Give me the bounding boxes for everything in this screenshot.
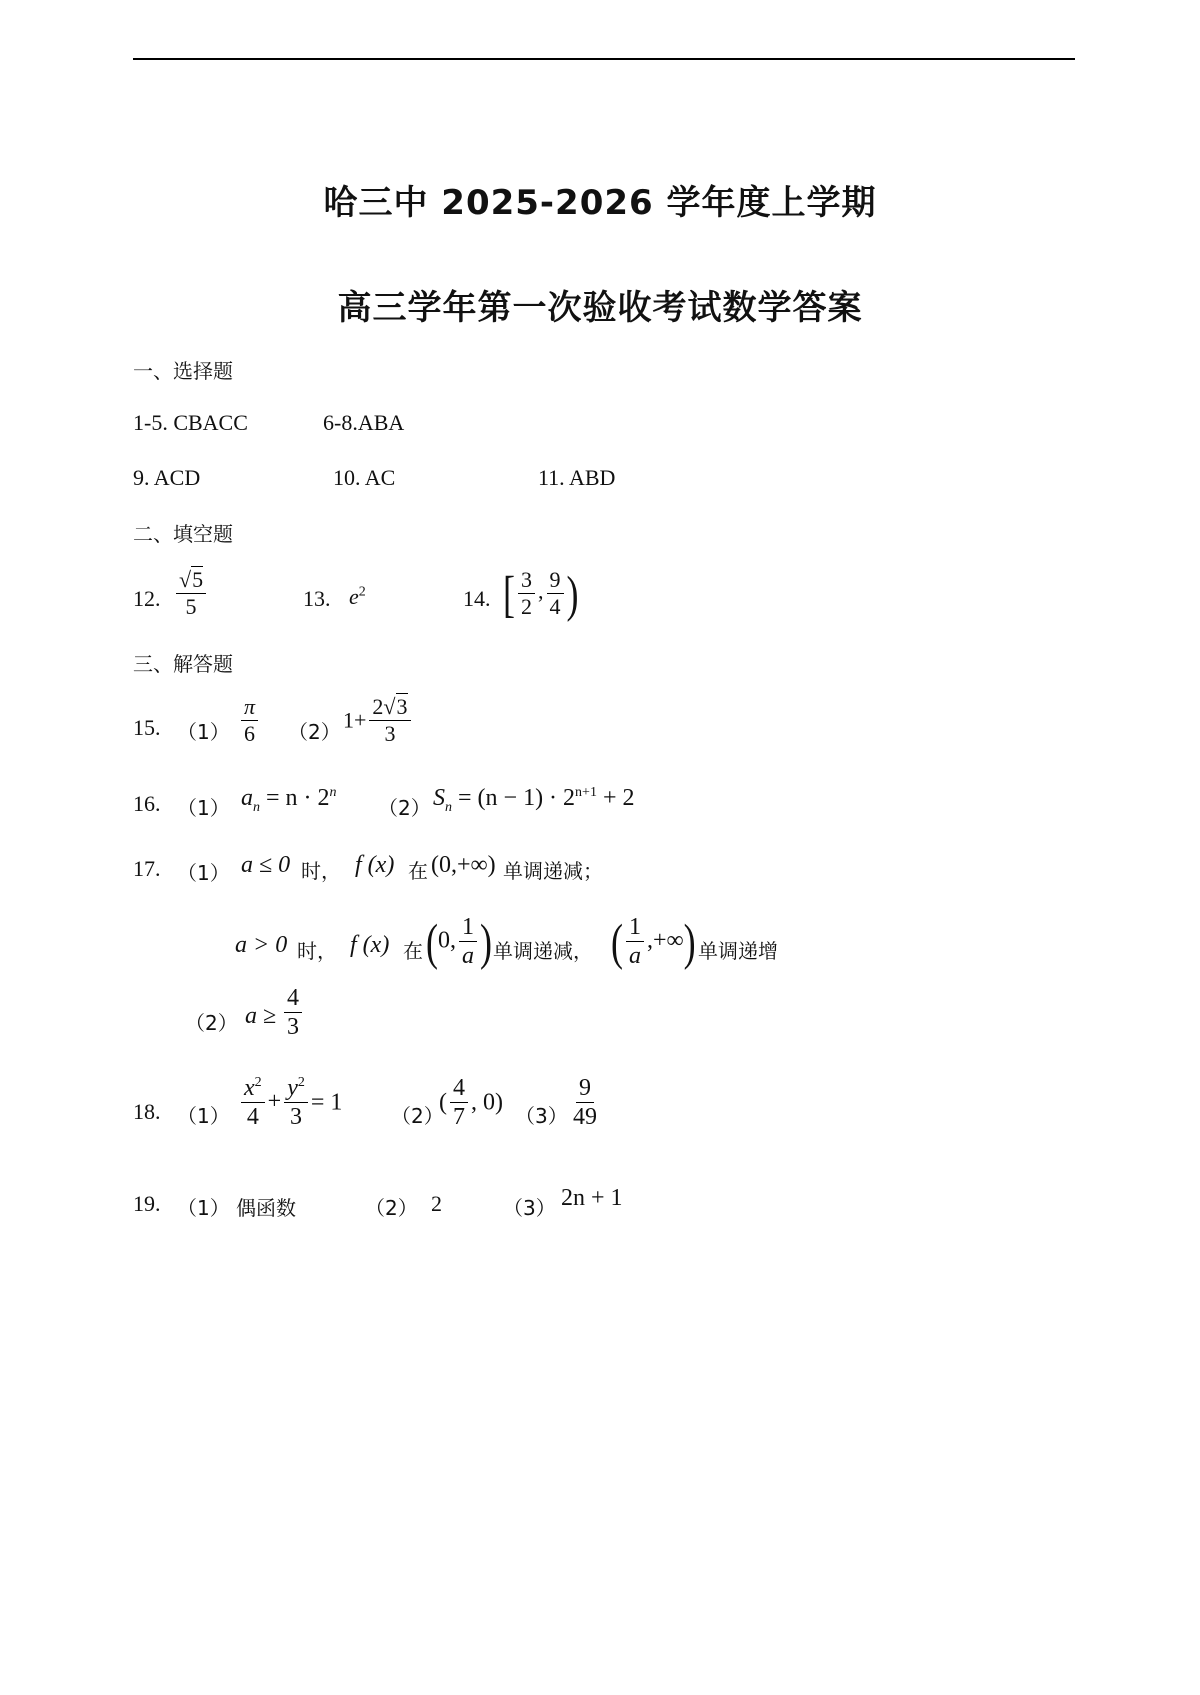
- q17-interval-dec: (0, $\frac{1}{a}$ ): [426, 913, 492, 970]
- q19-part3: 2n + 1: [561, 1185, 623, 1211]
- q17-part2-frac: $\frac{4}{3}$: [281, 985, 305, 1041]
- answer-9: 9. ACD: [133, 465, 201, 490]
- document-title: 哈三中 2025-2026 学年度上学期: [323, 183, 877, 223]
- q13-label: 13.: [303, 586, 331, 611]
- q12-answer: $\frac{√5}{5}$: [173, 568, 209, 619]
- q12-label: 12.: [133, 586, 161, 611]
- q14-label: 14.: [463, 586, 491, 611]
- q18-part1: $\frac{x^2}{4}$ + $\frac{y^2}{3}$ = 1: [238, 1075, 342, 1131]
- q13-answer: $e^2$: [349, 584, 366, 609]
- answer-11: 11. ABD: [538, 465, 616, 490]
- q19-part2: 2: [431, 1191, 442, 1216]
- header-rule: [133, 58, 1075, 60]
- q17-interval-all: (0,+∞): [431, 852, 496, 878]
- q19-part1: 偶函数: [236, 1196, 296, 1220]
- answer-10: 10. AC: [333, 465, 396, 490]
- q16-part1: $a_n = n \cdot 2^n$: [241, 785, 337, 815]
- q17-interval-inc: ( $\frac{1}{a}$ ,+∞): [611, 913, 696, 970]
- q18-part2: ( $\frac{4}{7}$ , 0): [439, 1075, 503, 1131]
- document-subtitle: 高三学年第一次验收考试数学答案: [337, 288, 863, 328]
- q14-answer: [ $\frac{3}{2}$ , $\frac{9}{4}$ ): [503, 565, 579, 622]
- q15-part1: $\frac{\pi}{6}$: [238, 695, 261, 746]
- answer-1-5: 1-5. CBACC: [133, 410, 248, 435]
- answer-6-8: 6-8.ABA: [323, 410, 405, 435]
- section-fill-heading: 二、填空题: [133, 522, 233, 546]
- section-solution-heading: 三、解答题: [133, 652, 233, 676]
- q18-part3: $\frac{9}{49}$: [573, 1075, 597, 1131]
- section-choice-heading: 一、选择题: [133, 359, 233, 383]
- q16-part2: $S_n = (n - 1) \cdot 2^{n+1} + 2$: [433, 785, 635, 815]
- q15-part2: 1+ $\frac{2√3}{3}$: [343, 695, 414, 746]
